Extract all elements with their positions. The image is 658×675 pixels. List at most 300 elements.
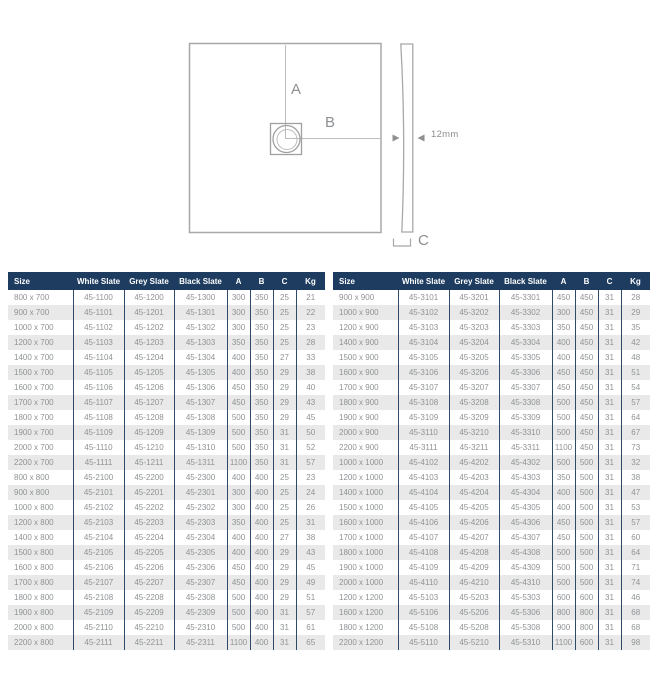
table-cell: 45-3208	[449, 395, 499, 410]
size-cell: 1000 x 1000	[333, 455, 398, 470]
table-cell: 500	[552, 575, 575, 590]
table-cell: 45-4205	[449, 500, 499, 515]
table-cell: 45-4104	[398, 485, 449, 500]
table-cell: 45-3309	[499, 410, 552, 425]
table-cell: 45-1201	[124, 305, 174, 320]
table-cell: 45-5103	[398, 590, 449, 605]
table-cell: 64	[621, 410, 650, 425]
table-cell: 29	[273, 560, 296, 575]
table-cell: 45-4208	[449, 545, 499, 560]
table-cell: 45-5308	[499, 620, 552, 635]
table-cell: 45-3104	[398, 335, 449, 350]
table-cell: 65	[296, 635, 325, 650]
table-row	[8, 515, 325, 530]
table-cell: 45-2100	[73, 470, 124, 485]
table-cell: 45-2201	[124, 485, 174, 500]
table-cell: 45-3107	[398, 380, 449, 395]
table-cell: 450	[575, 395, 598, 410]
table-cell: 45-4209	[449, 560, 499, 575]
table-cell: 45-3310	[499, 425, 552, 440]
table-cell: 60	[621, 530, 650, 545]
header-white-slate: White Slate	[398, 272, 449, 290]
table-cell: 53	[621, 500, 650, 515]
table-row	[333, 410, 650, 425]
table-cell: 45-2307	[174, 575, 227, 590]
table-cell: 45-3301	[499, 290, 552, 305]
table-cell: 45-1111	[73, 455, 124, 470]
table-row	[333, 335, 650, 350]
header-size: Size	[8, 272, 73, 290]
table-row	[8, 305, 325, 320]
table-cell: 71	[621, 560, 650, 575]
table-cell: 45-3210	[449, 425, 499, 440]
table-cell: 29	[273, 590, 296, 605]
table-cell: 350	[250, 335, 273, 350]
table-row	[8, 545, 325, 560]
table-cell: 500	[575, 575, 598, 590]
thickness-arrow-right-icon	[418, 135, 425, 142]
table-row	[8, 365, 325, 380]
table-cell: 45-5203	[449, 590, 499, 605]
table-row	[8, 620, 325, 635]
table-cell: 450	[575, 350, 598, 365]
table-cell: 45-2107	[73, 575, 124, 590]
table-cell: 45-1204	[124, 350, 174, 365]
table-cell: 45-3308	[499, 395, 552, 410]
size-cell: 2000 x 800	[8, 620, 73, 635]
table-row	[8, 500, 325, 515]
table-cell: 45-1208	[124, 410, 174, 425]
table-cell: 52	[296, 440, 325, 455]
table-row	[8, 350, 325, 365]
table-cell: 450	[575, 425, 598, 440]
table-cell: 350	[250, 440, 273, 455]
table-cell: 45-5210	[449, 635, 499, 650]
table-cell: 45-2311	[174, 635, 227, 650]
table-cell: 27	[273, 530, 296, 545]
table-row	[8, 410, 325, 425]
table-cell: 45-3205	[449, 350, 499, 365]
table-cell: 45-1210	[124, 440, 174, 455]
table-cell: 45-3108	[398, 395, 449, 410]
size-cell: 1400 x 700	[8, 350, 73, 365]
table-cell: 500	[227, 410, 250, 425]
table-cell: 29	[621, 305, 650, 320]
table-cell: 45-4207	[449, 530, 499, 545]
table-cell: 45-3111	[398, 440, 449, 455]
table-cell: 45-5303	[499, 590, 552, 605]
table-cell: 45-1301	[174, 305, 227, 320]
table-cell: 500	[575, 470, 598, 485]
table-cell: 400	[552, 485, 575, 500]
table-cell: 45-4109	[398, 560, 449, 575]
table-cell: 45-4105	[398, 500, 449, 515]
table-cell: 500	[552, 560, 575, 575]
dimension-label-b: B	[325, 114, 336, 131]
table-cell: 31	[598, 425, 621, 440]
table-cell: 29	[273, 380, 296, 395]
size-cell: 2000 x 700	[8, 440, 73, 455]
size-cell: 1900 x 700	[8, 425, 73, 440]
table-cell: 600	[575, 635, 598, 650]
table-cell: 45-4306	[499, 515, 552, 530]
table-cell: 45-2308	[174, 590, 227, 605]
size-cell: 1000 x 800	[8, 500, 73, 515]
table-row	[333, 395, 650, 410]
table-cell: 45-1108	[73, 410, 124, 425]
table-cell: 45-1104	[73, 350, 124, 365]
table-cell: 45-5108	[398, 620, 449, 635]
size-cell: 2000 x 1000	[333, 575, 398, 590]
table-cell: 68	[621, 620, 650, 635]
table-row	[8, 575, 325, 590]
table-row	[333, 620, 650, 635]
table-cell: 45-4309	[499, 560, 552, 575]
table-cell: 61	[296, 620, 325, 635]
table-cell: 28	[296, 335, 325, 350]
table-cell: 45-2203	[124, 515, 174, 530]
table-cell: 47	[621, 485, 650, 500]
table-cell: 45-3102	[398, 305, 449, 320]
table-cell: 45-4303	[499, 470, 552, 485]
thickness-value-label: 12mm	[431, 129, 459, 140]
table-cell: 400	[250, 530, 273, 545]
size-cell: 900 x 700	[8, 305, 73, 320]
table-cell: 31	[273, 620, 296, 635]
table-cell: 45-2204	[124, 530, 174, 545]
table-cell: 25	[273, 500, 296, 515]
size-cell: 1800 x 1200	[333, 620, 398, 635]
table-row	[333, 590, 650, 605]
table-cell: 500	[575, 515, 598, 530]
table-cell: 31	[598, 605, 621, 620]
size-cell: 1800 x 1000	[333, 545, 398, 560]
table-cell: 400	[552, 350, 575, 365]
table-cell: 31	[598, 320, 621, 335]
table-cell: 45-1306	[174, 380, 227, 395]
table-cell: 45-1109	[73, 425, 124, 440]
table-cell: 45-1206	[124, 380, 174, 395]
table-cell: 450	[575, 380, 598, 395]
table-cell: 450	[575, 440, 598, 455]
table-cell: 45-1200	[124, 290, 174, 305]
table-cell: 45-1303	[174, 335, 227, 350]
table-cell: 400	[250, 500, 273, 515]
table-cell: 45-1101	[73, 305, 124, 320]
table-cell: 45-4302	[499, 455, 552, 470]
table-cell: 350	[250, 290, 273, 305]
table-cell: 45-4210	[449, 575, 499, 590]
table-cell: 45-4107	[398, 530, 449, 545]
size-cell: 900 x 800	[8, 485, 73, 500]
table-cell: 67	[621, 425, 650, 440]
table-cell: 45-2304	[174, 530, 227, 545]
table-cell: 800	[552, 605, 575, 620]
table-cell: 73	[621, 440, 650, 455]
table-cell: 31	[598, 515, 621, 530]
table-row	[333, 380, 650, 395]
table-row	[8, 395, 325, 410]
table-cell: 45-2209	[124, 605, 174, 620]
table-cell: 45-5110	[398, 635, 449, 650]
table-cell: 45-1203	[124, 335, 174, 350]
table-row	[8, 380, 325, 395]
table-cell: 45-4206	[449, 515, 499, 530]
table-cell: 400	[250, 560, 273, 575]
table-cell: 45-3303	[499, 320, 552, 335]
table-row	[333, 320, 650, 335]
table-cell: 38	[296, 365, 325, 380]
table-cell: 350	[250, 365, 273, 380]
table-cell: 32	[621, 455, 650, 470]
table-cell: 45-3101	[398, 290, 449, 305]
table-cell: 45-4110	[398, 575, 449, 590]
table-cell: 450	[575, 320, 598, 335]
header-kg: Kg	[296, 272, 325, 290]
table-cell: 45-2310	[174, 620, 227, 635]
table-cell: 400	[250, 620, 273, 635]
table-cell: 45-5206	[449, 605, 499, 620]
table-cell: 33	[296, 350, 325, 365]
table-cell: 500	[552, 395, 575, 410]
table-cell: 400	[227, 530, 250, 545]
table-cell: 350	[250, 305, 273, 320]
table-cell: 45-4203	[449, 470, 499, 485]
table-cell: 35	[621, 320, 650, 335]
table-cell: 500	[575, 455, 598, 470]
table-cell: 350	[250, 350, 273, 365]
size-cell: 1800 x 700	[8, 410, 73, 425]
table-cell: 450	[552, 365, 575, 380]
table-cell: 25	[273, 290, 296, 305]
table-cell: 28	[621, 290, 650, 305]
table-cell: 57	[621, 395, 650, 410]
table-cell: 45-3109	[398, 410, 449, 425]
size-cell: 1700 x 900	[333, 380, 398, 395]
table-row	[333, 455, 650, 470]
table-row	[333, 605, 650, 620]
table-cell: 45-1100	[73, 290, 124, 305]
table-cell: 350	[227, 335, 250, 350]
header-a: A	[227, 272, 250, 290]
table-row	[8, 635, 325, 650]
size-cell: 1800 x 900	[333, 395, 398, 410]
table-cell: 400	[250, 590, 273, 605]
table-cell: 31	[273, 440, 296, 455]
table-row	[333, 545, 650, 560]
table-row	[8, 470, 325, 485]
table-cell: 450	[575, 365, 598, 380]
table-cell: 51	[296, 590, 325, 605]
table-cell: 45-3105	[398, 350, 449, 365]
table-cell: 500	[227, 425, 250, 440]
drain-inner-circle	[277, 130, 297, 150]
table-row	[8, 455, 325, 470]
table-cell: 45-2309	[174, 605, 227, 620]
table-row	[333, 425, 650, 440]
table-cell: 74	[621, 575, 650, 590]
size-cell: 2200 x 1200	[333, 635, 398, 650]
table-cell: 600	[552, 590, 575, 605]
table-header-row	[333, 272, 650, 290]
table-row	[333, 350, 650, 365]
table-row	[333, 470, 650, 485]
table-cell: 400	[250, 470, 273, 485]
table-cell: 400	[552, 335, 575, 350]
header-grey-slate: Grey Slate	[449, 272, 499, 290]
table-cell: 45-2111	[73, 635, 124, 650]
table-row	[333, 635, 650, 650]
table-cell: 45-2207	[124, 575, 174, 590]
table-cell: 450	[552, 515, 575, 530]
table-cell: 45-5306	[499, 605, 552, 620]
table-cell: 45-2305	[174, 545, 227, 560]
table-cell: 45-1302	[174, 320, 227, 335]
header-b: B	[250, 272, 273, 290]
table-cell: 1100	[227, 635, 250, 650]
table-cell: 500	[552, 410, 575, 425]
table-cell: 500	[227, 620, 250, 635]
table-cell: 31	[598, 380, 621, 395]
size-cell: 1500 x 700	[8, 365, 73, 380]
table-cell: 45-3305	[499, 350, 552, 365]
table-row	[333, 440, 650, 455]
table-cell: 45-2108	[73, 590, 124, 605]
table-cell: 350	[250, 320, 273, 335]
table-cell: 45-2104	[73, 530, 124, 545]
size-cell: 1500 x 1000	[333, 500, 398, 515]
header-black-slate: Black Slate	[499, 272, 552, 290]
size-cell: 1400 x 900	[333, 335, 398, 350]
table-cell: 45-3103	[398, 320, 449, 335]
table-cell: 400	[552, 500, 575, 515]
table-cell: 31	[598, 635, 621, 650]
table-cell: 500	[552, 455, 575, 470]
table-cell: 45-4102	[398, 455, 449, 470]
table-cell: 48	[621, 350, 650, 365]
table-cell: 45-1311	[174, 455, 227, 470]
table-cell: 45-2302	[174, 500, 227, 515]
table-cell: 98	[621, 635, 650, 650]
table-row	[333, 305, 650, 320]
table-cell: 45-4307	[499, 530, 552, 545]
table-cell: 45-1110	[73, 440, 124, 455]
table-cell: 45-1310	[174, 440, 227, 455]
table-cell: 43	[296, 395, 325, 410]
table-cell: 45-1307	[174, 395, 227, 410]
size-cell: 1700 x 700	[8, 395, 73, 410]
table-cell: 24	[296, 485, 325, 500]
table-cell: 23	[296, 320, 325, 335]
table-row	[8, 335, 325, 350]
table-cell: 450	[552, 290, 575, 305]
header-b: B	[575, 272, 598, 290]
table-cell: 350	[250, 425, 273, 440]
table-cell: 45-3202	[449, 305, 499, 320]
table-cell: 31	[598, 365, 621, 380]
table-cell: 31	[273, 455, 296, 470]
table-cell: 45-3302	[499, 305, 552, 320]
table-cell: 45-2200	[124, 470, 174, 485]
size-cell: 800 x 700	[8, 290, 73, 305]
table-row	[333, 530, 650, 545]
table-cell: 45-1105	[73, 365, 124, 380]
c-dimension-bracket	[394, 239, 411, 247]
size-cell: 1600 x 700	[8, 380, 73, 395]
table-cell: 23	[296, 470, 325, 485]
table-cell: 350	[227, 515, 250, 530]
table-cell: 450	[227, 395, 250, 410]
table-cell: 500	[227, 440, 250, 455]
table-cell: 31	[598, 530, 621, 545]
table-cell: 29	[273, 575, 296, 590]
table-cell: 45-4106	[398, 515, 449, 530]
table-cell: 25	[273, 485, 296, 500]
table-cell: 45-1205	[124, 365, 174, 380]
table-cell: 38	[621, 470, 650, 485]
dimension-label-a: A	[291, 81, 302, 98]
table-cell: 46	[621, 590, 650, 605]
size-cell: 1000 x 900	[333, 305, 398, 320]
table-cell: 45-3311	[499, 440, 552, 455]
table-cell: 40	[296, 380, 325, 395]
table-cell: 45-3204	[449, 335, 499, 350]
table-cell: 68	[621, 605, 650, 620]
table-cell: 45-2101	[73, 485, 124, 500]
table-cell: 57	[296, 455, 325, 470]
dimension-label-c: C	[418, 232, 429, 249]
table-cell: 31	[598, 410, 621, 425]
table-cell: 400	[250, 515, 273, 530]
table-cell: 45-4304	[499, 485, 552, 500]
header-a: A	[552, 272, 575, 290]
table-cell: 300	[227, 290, 250, 305]
table-row	[8, 425, 325, 440]
table-row	[333, 290, 650, 305]
table-cell: 49	[296, 575, 325, 590]
table-header-row	[8, 272, 325, 290]
size-cell: 2000 x 900	[333, 425, 398, 440]
table-cell: 400	[250, 575, 273, 590]
table-cell: 300	[227, 320, 250, 335]
table-cell: 45-2306	[174, 560, 227, 575]
table-cell: 45-1300	[174, 290, 227, 305]
table-row	[8, 560, 325, 575]
size-cell: 1200 x 900	[333, 320, 398, 335]
table-cell: 450	[227, 380, 250, 395]
size-cell: 1500 x 900	[333, 350, 398, 365]
table-row	[8, 290, 325, 305]
table-cell: 31	[598, 620, 621, 635]
table-cell: 350	[552, 320, 575, 335]
table-cell: 500	[575, 485, 598, 500]
table-cell: 400	[250, 545, 273, 560]
table-cell: 31	[598, 395, 621, 410]
table-cell: 29	[273, 545, 296, 560]
table-cell: 45-2211	[124, 635, 174, 650]
table-row	[333, 500, 650, 515]
size-cell: 1800 x 800	[8, 590, 73, 605]
size-cell: 1400 x 800	[8, 530, 73, 545]
table-cell: 45-3209	[449, 410, 499, 425]
table-cell: 500	[227, 590, 250, 605]
size-cell: 2200 x 900	[333, 440, 398, 455]
table-cell: 900	[552, 620, 575, 635]
table-cell: 45-1304	[174, 350, 227, 365]
table-cell: 25	[273, 335, 296, 350]
table-cell: 45-2210	[124, 620, 174, 635]
table-cell: 45-1211	[124, 455, 174, 470]
